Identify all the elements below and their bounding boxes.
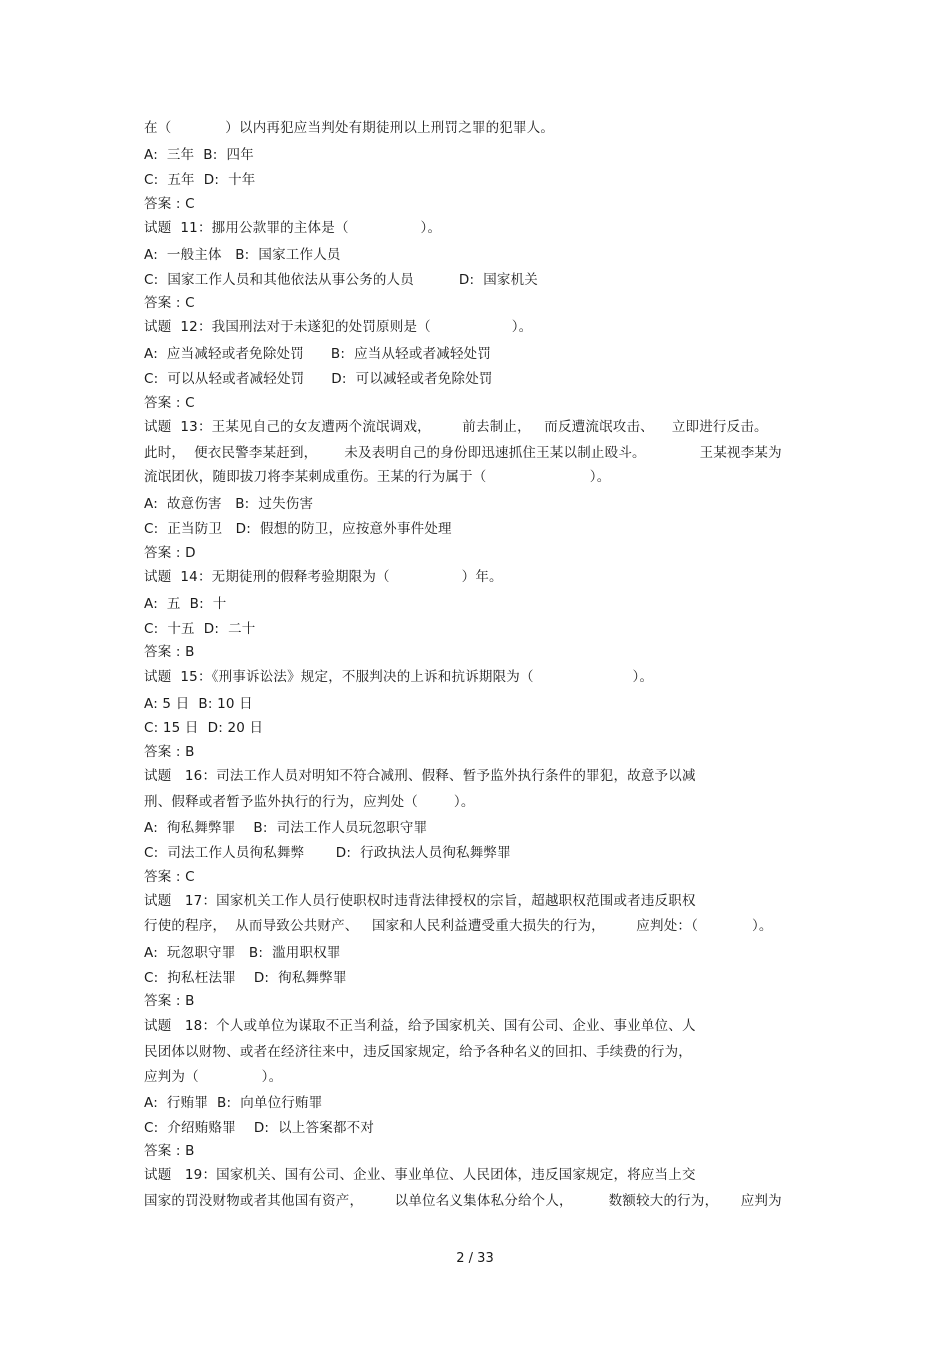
- text-line: 答案 : B: [144, 1143, 195, 1159]
- text-line: C: 15 日 D: 20 日: [144, 720, 264, 736]
- text-line: 试题 12：我国刑法对于未遂犯的处罚原则是（ ）。: [144, 319, 533, 335]
- text-line: 答案 : B: [144, 993, 195, 1009]
- text-line: 答案 : C: [144, 196, 195, 212]
- text-line: C: 司法工作人员徇私舞弊 D: 行政执法人员徇私舞弊罪: [144, 845, 511, 861]
- text-line: 答案 : C: [144, 395, 195, 411]
- text-line: C: 十五 D: 二十: [144, 621, 256, 637]
- text-line: C: 拘私枉法罪 D: 徇私舞弊罪: [144, 970, 347, 986]
- text-line: 试题 14：无期徒刑的假释考验期限为（ ）年。: [144, 569, 503, 585]
- page-number: 2 / 33: [456, 1251, 494, 1266]
- text-line: 刑、假释或者暂予监外执行的行为，应判处（ ）。: [144, 794, 475, 810]
- text-line: 民团体以财物、或者在经济往来中，违反国家规定，给予各种名义的回扣、手续费的行为，: [144, 1044, 692, 1060]
- text-line: A: 三年 B: 四年: [144, 147, 254, 163]
- text-line: 国家的罚没财物或者其他国有资产， 以单位名义集体私分给个人， 数额较大的行为， 应判为: [144, 1193, 782, 1209]
- text-line: 试题 17：国家机关工作人员行使职权时违背法律授权的宗旨，超越职权范围或者违反职权: [144, 893, 696, 909]
- text-line: 此时， 便衣民警李某赶到， 未及表明自己的身份即迅速抓住王某以制止殴斗。 王某视李某为: [144, 445, 782, 461]
- text-line: 答案 : D: [144, 545, 196, 561]
- text-line: A: 5 日 B: 10 日: [144, 696, 253, 712]
- text-line: 行使的程序， 从而导致公共财产、 国家和人民利益遭受重大损失的行为， 应判处：（ ）。: [144, 918, 773, 934]
- text-line: 试题 15：《刑事诉讼法》规定，不服判决的上诉和抗诉期限为（ ）。: [144, 669, 654, 685]
- text-line: C: 国家工作人员和其他依法从事公务的人员 D: 国家机关: [144, 272, 538, 288]
- text-line: 试题 11：挪用公款罪的主体是（ ）。: [144, 220, 442, 236]
- text-line: 流氓团伙，随即拔刀将李某刺成重伤。王某的行为属于（ ）。: [144, 469, 611, 485]
- text-line: 应判为（ ）。: [144, 1069, 283, 1085]
- text-line: 答案 : C: [144, 295, 195, 311]
- text-line: 试题 18：个人或单位为谋取不正当利益，给予国家机关、国有公司、企业、事业单位、人: [144, 1018, 696, 1034]
- text-line: 答案 : C: [144, 869, 195, 885]
- text-line: 答案 : B: [144, 744, 195, 760]
- text-line: A: 应当减轻或者免除处罚 B: 应当从轻或者减轻处罚: [144, 346, 492, 362]
- text-line: A: 故意伤害 B: 过失伤害: [144, 496, 314, 512]
- text-line: 试题 13：王某见自己的女友遭两个流氓调戏， 前去制止， 而反遭流氓攻击、 立即进行反击。: [144, 419, 768, 435]
- text-line: 试题 19：国家机关、国有公司、企业、事业单位、人民团体，违反国家规定，将应当上交: [144, 1167, 696, 1183]
- text-line: C: 正当防卫 D: 假想的防卫，应按意外事件处理: [144, 521, 452, 537]
- text-line: 试题 16：司法工作人员对明知不符合减刑、假释、暂予监外执行条件的罪犯，故意予以减: [144, 768, 696, 784]
- text-line: A: 一般主体 B: 国家工作人员: [144, 247, 341, 263]
- text-line: C: 五年 D: 十年: [144, 172, 256, 188]
- text-line: A: 徇私舞弊罪 B: 司法工作人员玩忽职守罪: [144, 820, 428, 836]
- text-line: A: 五 B: 十: [144, 596, 227, 612]
- text-line: C: 可以从轻或者减轻处罚 D: 可以减轻或者免除处罚: [144, 371, 493, 387]
- text-line: C: 介绍贿赂罪 D: 以上答案都不对: [144, 1120, 375, 1136]
- text-line: A: 玩忽职守罪 B: 滥用职权罪: [144, 945, 341, 961]
- text-line: A: 行贿罪 B: 向单位行贿罪: [144, 1095, 323, 1111]
- text-line: 答案 : B: [144, 644, 195, 660]
- text-line: 在（ ）以内再犯应当判处有期徒刑以上刑罚之罪的犯罪人。: [144, 120, 555, 136]
